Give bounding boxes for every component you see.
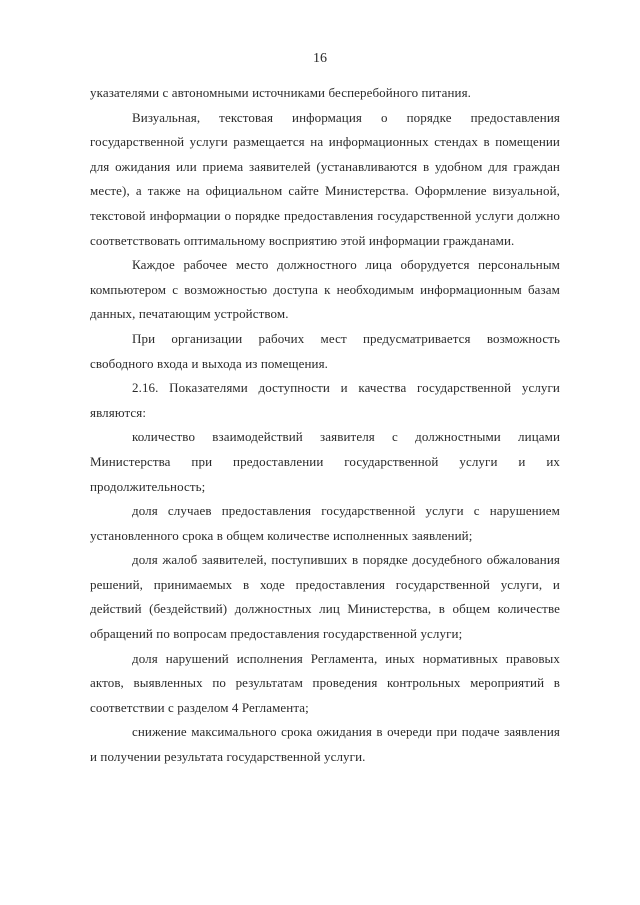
page-number: 16	[313, 51, 327, 66]
paragraph-section-2-16: 2.16. Показателями доступности и качества государственной услуги являются:	[90, 380, 560, 420]
paragraph-visual-information: Визуальная, текстовая информация о порядке предоставления государственной услуги размещается на информационных стендах в помещении для ожидания или приема заявителей (устанавливаются в удобном для граждан месте), а также на официальном сайте Министерства. Оформление визуальной, текстовой информации о порядке предоставления государственной услуги должно соответствовать оптимальному восприятию этой информации гражданами.	[90, 109, 560, 248]
list-item-queue-time-reduction: снижение максимального срока ожидания в очереди при подаче заявления и получении результата государственной услуги.	[90, 724, 560, 765]
list-item-interactions-count: количество взаимодействий заявителя с должностными лицами Министерства при предоставлении государственной услуги и их продолжительность;	[90, 429, 560, 494]
paragraph-continuation: указателями с автономными источниками бесперебойного питания.	[90, 85, 472, 100]
list-item-deadline-violations: доля случаев предоставления государственной услуги с нарушением установленного срока в общем количестве исполненных заявлений;	[90, 503, 560, 543]
document-body	[90, 81, 560, 770]
list-item-regulation-violations: доля нарушений исполнения Регламента, иных нормативных правовых актов, выявленных по результатам проведения контрольных мероприятий в соответствии с разделом 4 Регламента;	[90, 650, 560, 715]
paragraph-workplace-equipment: Каждое рабочее место должностного лица оборудуется персональным компьютером с возможностью доступа к необходимым информационным базам данных, печатающим устройством.	[90, 257, 560, 322]
list-item-complaints-share: доля жалоб заявителей, поступивших в порядке досудебного обжалования решений, принимаемых в ходе предоставления государственной услуги, и действий (бездействий) должностных лиц Министерства, в общем количестве обращений по вопросам предоставления государственной услуги;	[90, 552, 560, 642]
paragraph-free-access: При организации рабочих мест предусматривается возможность свободного входа и выхода из помещения.	[90, 330, 560, 371]
